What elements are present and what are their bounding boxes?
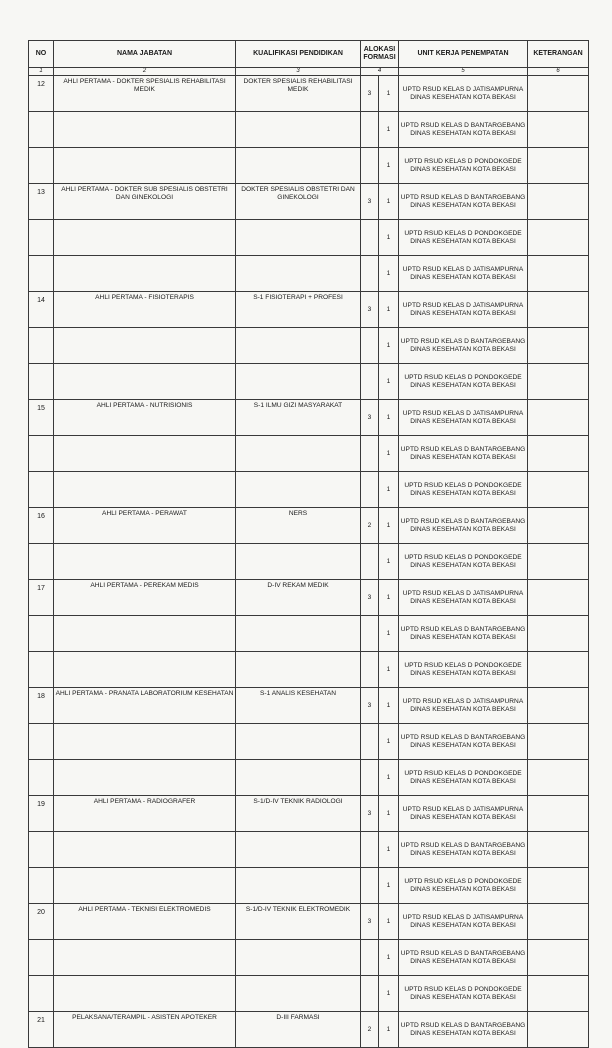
nama-jabatan-cell: AHLI PERTAMA - DOKTER SPESIALIS REHABILITASI MEDIK	[54, 76, 236, 112]
row-number	[29, 220, 54, 256]
unit-kerja-cell: UPTD RSUD KELAS D BANTARGEBANG DINAS KESEHATAN KOTA BEKASI	[399, 832, 528, 868]
keterangan-cell	[528, 76, 589, 112]
alokasi-unit-cell: 1	[379, 940, 399, 976]
nama-jabatan-cell	[54, 616, 236, 652]
keterangan-cell	[528, 292, 589, 328]
kualifikasi-cell: DOKTER SPESIALIS OBSTETRI DAN GINEKOLOGI	[236, 184, 361, 220]
nama-jabatan-cell	[54, 436, 236, 472]
table-header-row	[29, 41, 589, 68]
column-index: 3	[236, 68, 361, 76]
row-number	[29, 256, 54, 292]
alokasi-unit-cell: 1	[379, 184, 399, 220]
table-row	[29, 724, 589, 760]
nama-jabatan-cell: AHLI PERTAMA - RADIOGRAFER	[54, 796, 236, 832]
alokasi-unit-cell: 1	[379, 1012, 399, 1048]
row-number: 12	[29, 76, 54, 112]
nama-jabatan-cell: AHLI PERTAMA - PERAWAT	[54, 508, 236, 544]
row-number	[29, 148, 54, 184]
unit-kerja-cell: UPTD RSUD KELAS D JATISAMPURNA DINAS KESEHATAN KOTA BEKASI	[399, 796, 528, 832]
unit-kerja-cell: UPTD RSUD KELAS D PONDOKGEDE DINAS KESEHATAN KOTA BEKASI	[399, 364, 528, 400]
table-row	[29, 652, 589, 688]
table-row	[29, 400, 589, 436]
keterangan-cell	[528, 724, 589, 760]
column-index: 2	[54, 68, 236, 76]
kualifikasi-cell	[236, 940, 361, 976]
table-row	[29, 940, 589, 976]
column-index: 1	[29, 68, 54, 76]
header-nama-jabatan: NAMA JABATAN	[54, 41, 236, 68]
table-row	[29, 472, 589, 508]
kualifikasi-cell	[236, 220, 361, 256]
nama-jabatan-cell: PELAKSANA/TERAMPIL - ASISTEN APOTEKER	[54, 1012, 236, 1048]
keterangan-cell	[528, 508, 589, 544]
unit-kerja-cell: UPTD RSUD KELAS D BANTARGEBANG DINAS KESEHATAN KOTA BEKASI	[399, 112, 528, 148]
row-number	[29, 112, 54, 148]
nama-jabatan-cell	[54, 148, 236, 184]
table-row	[29, 796, 589, 832]
alokasi-unit-cell: 1	[379, 472, 399, 508]
unit-kerja-cell: UPTD RSUD KELAS D BANTARGEBANG DINAS KESEHATAN KOTA BEKASI	[399, 436, 528, 472]
alokasi-unit-cell: 1	[379, 364, 399, 400]
table-row	[29, 148, 589, 184]
keterangan-cell	[528, 976, 589, 1012]
nama-jabatan-cell	[54, 976, 236, 1012]
nama-jabatan-cell: AHLI PERTAMA - PEREKAM MEDIS	[54, 580, 236, 616]
alokasi-unit-cell: 1	[379, 112, 399, 148]
table-row	[29, 112, 589, 148]
unit-kerja-cell: UPTD RSUD KELAS D JATISAMPURNA DINAS KESEHATAN KOTA BEKASI	[399, 256, 528, 292]
nama-jabatan-cell	[54, 652, 236, 688]
kualifikasi-cell	[236, 472, 361, 508]
alokasi-unit-cell: 1	[379, 328, 399, 364]
alokasi-total-cell	[361, 940, 379, 976]
keterangan-cell	[528, 544, 589, 580]
alokasi-total-cell	[361, 220, 379, 256]
unit-kerja-cell: UPTD RSUD KELAS D BANTARGEBANG DINAS KESEHATAN KOTA BEKASI	[399, 328, 528, 364]
table-row	[29, 760, 589, 796]
alokasi-total-cell: 3	[361, 184, 379, 220]
table-row	[29, 292, 589, 328]
row-number	[29, 940, 54, 976]
nama-jabatan-cell	[54, 328, 236, 364]
kualifikasi-cell	[236, 256, 361, 292]
row-number: 17	[29, 580, 54, 616]
kualifikasi-cell	[236, 328, 361, 364]
row-number	[29, 436, 54, 472]
table-row	[29, 544, 589, 580]
header-kualifikasi: KUALIFIKASI PENDIDIKAN	[236, 41, 361, 68]
row-number: 16	[29, 508, 54, 544]
unit-kerja-cell: UPTD RSUD KELAS D PONDOKGEDE DINAS KESEHATAN KOTA BEKASI	[399, 652, 528, 688]
table-row	[29, 76, 589, 112]
kualifikasi-cell	[236, 760, 361, 796]
unit-kerja-cell: UPTD RSUD KELAS D BANTARGEBANG DINAS KESEHATAN KOTA BEKASI	[399, 184, 528, 220]
alokasi-unit-cell: 1	[379, 832, 399, 868]
row-number	[29, 472, 54, 508]
unit-kerja-cell: UPTD RSUD KELAS D JATISAMPURNA DINAS KESEHATAN KOTA BEKASI	[399, 292, 528, 328]
alokasi-total-cell	[361, 112, 379, 148]
table-row	[29, 1012, 589, 1048]
row-number: 20	[29, 904, 54, 940]
table-row	[29, 976, 589, 1012]
kualifikasi-cell: S-1/D-IV TEKNIK RADIOLOGI	[236, 796, 361, 832]
nama-jabatan-cell	[54, 940, 236, 976]
table-row	[29, 220, 589, 256]
alokasi-unit-cell: 1	[379, 76, 399, 112]
alokasi-total-cell: 3	[361, 400, 379, 436]
header-no: NO	[29, 41, 54, 68]
unit-kerja-cell: UPTD RSUD KELAS D PONDOKGEDE DINAS KESEHATAN KOTA BEKASI	[399, 148, 528, 184]
nama-jabatan-cell	[54, 364, 236, 400]
alokasi-unit-cell: 1	[379, 436, 399, 472]
alokasi-unit-cell: 1	[379, 760, 399, 796]
alokasi-total-cell: 3	[361, 796, 379, 832]
table-row	[29, 328, 589, 364]
row-number	[29, 652, 54, 688]
alokasi-total-cell: 3	[361, 688, 379, 724]
row-number: 19	[29, 796, 54, 832]
kualifikasi-cell	[236, 436, 361, 472]
alokasi-unit-cell: 1	[379, 148, 399, 184]
unit-kerja-cell: UPTD RSUD KELAS D BANTARGEBANG DINAS KESEHATAN KOTA BEKASI	[399, 724, 528, 760]
nama-jabatan-cell	[54, 832, 236, 868]
nama-jabatan-cell: AHLI PERTAMA - NUTRISIONIS	[54, 400, 236, 436]
kualifikasi-cell	[236, 112, 361, 148]
alokasi-total-cell	[361, 760, 379, 796]
keterangan-cell	[528, 688, 589, 724]
kualifikasi-cell: DOKTER SPESIALIS REHABILITASI MEDIK	[236, 76, 361, 112]
unit-kerja-cell: UPTD RSUD KELAS D BANTARGEBANG DINAS KESEHATAN KOTA BEKASI	[399, 616, 528, 652]
nama-jabatan-cell	[54, 472, 236, 508]
keterangan-cell	[528, 364, 589, 400]
alokasi-unit-cell: 1	[379, 796, 399, 832]
unit-kerja-cell: UPTD RSUD KELAS D PONDOKGEDE DINAS KESEHATAN KOTA BEKASI	[399, 760, 528, 796]
nama-jabatan-cell	[54, 220, 236, 256]
table-row	[29, 436, 589, 472]
unit-kerja-cell: UPTD RSUD KELAS D BANTARGEBANG DINAS KESEHATAN KOTA BEKASI	[399, 508, 528, 544]
unit-kerja-cell: UPTD RSUD KELAS D JATISAMPURNA DINAS KESEHATAN KOTA BEKASI	[399, 904, 528, 940]
alokasi-unit-cell: 1	[379, 724, 399, 760]
kualifikasi-cell: D-III FARMASI	[236, 1012, 361, 1048]
kualifikasi-cell: NERS	[236, 508, 361, 544]
nama-jabatan-cell	[54, 760, 236, 796]
alokasi-unit-cell: 1	[379, 652, 399, 688]
row-number	[29, 976, 54, 1012]
nama-jabatan-cell: AHLI PERTAMA - DOKTER SUB SPESIALIS OBSTETRI DAN GINEKOLOGI	[54, 184, 236, 220]
unit-kerja-cell: UPTD RSUD KELAS D JATISAMPURNA DINAS KESEHATAN KOTA BEKASI	[399, 580, 528, 616]
row-number	[29, 832, 54, 868]
keterangan-cell	[528, 580, 589, 616]
alokasi-total-cell: 3	[361, 904, 379, 940]
document-page	[28, 40, 588, 1048]
kualifikasi-cell	[236, 832, 361, 868]
alokasi-total-cell	[361, 436, 379, 472]
alokasi-total-cell: 3	[361, 76, 379, 112]
header-alokasi: ALOKASI FORMASI	[361, 41, 399, 68]
alokasi-total-cell	[361, 472, 379, 508]
nama-jabatan-cell: AHLI PERTAMA - TEKNISI ELEKTROMEDIS	[54, 904, 236, 940]
keterangan-cell	[528, 868, 589, 904]
alokasi-total-cell	[361, 616, 379, 652]
keterangan-cell	[528, 220, 589, 256]
kualifikasi-cell	[236, 724, 361, 760]
formation-table	[28, 40, 589, 1048]
row-number	[29, 616, 54, 652]
alokasi-total-cell	[361, 868, 379, 904]
row-number	[29, 364, 54, 400]
keterangan-cell	[528, 256, 589, 292]
keterangan-cell	[528, 616, 589, 652]
row-number: 21	[29, 1012, 54, 1048]
alokasi-unit-cell: 1	[379, 616, 399, 652]
keterangan-cell	[528, 400, 589, 436]
keterangan-cell	[528, 652, 589, 688]
keterangan-cell	[528, 472, 589, 508]
unit-kerja-cell: UPTD RSUD KELAS D JATISAMPURNA DINAS KESEHATAN KOTA BEKASI	[399, 400, 528, 436]
keterangan-cell	[528, 904, 589, 940]
keterangan-cell	[528, 1012, 589, 1048]
alokasi-unit-cell: 1	[379, 688, 399, 724]
table-row	[29, 832, 589, 868]
keterangan-cell	[528, 148, 589, 184]
keterangan-cell	[528, 112, 589, 148]
column-index: 4	[361, 68, 399, 76]
row-number: 18	[29, 688, 54, 724]
row-number	[29, 760, 54, 796]
table-row	[29, 508, 589, 544]
kualifikasi-cell	[236, 544, 361, 580]
unit-kerja-cell: UPTD RSUD KELAS D BANTARGEBANG DINAS KESEHATAN KOTA BEKASI	[399, 940, 528, 976]
alokasi-unit-cell: 1	[379, 904, 399, 940]
alokasi-unit-cell: 1	[379, 544, 399, 580]
kualifikasi-cell: D-IV REKAM MEDIK	[236, 580, 361, 616]
row-number	[29, 328, 54, 364]
kualifikasi-cell	[236, 364, 361, 400]
column-index: 6	[528, 68, 589, 76]
alokasi-unit-cell: 1	[379, 580, 399, 616]
table-row	[29, 256, 589, 292]
keterangan-cell	[528, 796, 589, 832]
alokasi-total-cell	[361, 148, 379, 184]
alokasi-unit-cell: 1	[379, 508, 399, 544]
kualifikasi-cell	[236, 616, 361, 652]
row-number: 13	[29, 184, 54, 220]
table-row	[29, 364, 589, 400]
keterangan-cell	[528, 184, 589, 220]
alokasi-unit-cell: 1	[379, 256, 399, 292]
row-number	[29, 724, 54, 760]
nama-jabatan-cell	[54, 256, 236, 292]
alokasi-total-cell: 3	[361, 580, 379, 616]
kualifikasi-cell	[236, 652, 361, 688]
alokasi-total-cell	[361, 364, 379, 400]
unit-kerja-cell: UPTD RSUD KELAS D JATISAMPURNA DINAS KESEHATAN KOTA BEKASI	[399, 76, 528, 112]
unit-kerja-cell: UPTD RSUD KELAS D BANTARGEBANG DINAS KESEHATAN KOTA BEKASI	[399, 1012, 528, 1048]
alokasi-total-cell	[361, 724, 379, 760]
unit-kerja-cell: UPTD RSUD KELAS D PONDOKGEDE DINAS KESEHATAN KOTA BEKASI	[399, 220, 528, 256]
table-row	[29, 688, 589, 724]
alokasi-total-cell	[361, 328, 379, 364]
alokasi-total-cell: 2	[361, 508, 379, 544]
column-index-row	[29, 68, 589, 76]
alokasi-total-cell	[361, 652, 379, 688]
keterangan-cell	[528, 436, 589, 472]
kualifikasi-cell: S-1 ILMU GIZI MASYARAKAT	[236, 400, 361, 436]
table-row	[29, 904, 589, 940]
kualifikasi-cell	[236, 148, 361, 184]
unit-kerja-cell: UPTD RSUD KELAS D PONDOKGEDE DINAS KESEHATAN KOTA BEKASI	[399, 976, 528, 1012]
kualifikasi-cell	[236, 976, 361, 1012]
alokasi-total-cell	[361, 544, 379, 580]
kualifikasi-cell: S-1 ANALIS KESEHATAN	[236, 688, 361, 724]
kualifikasi-cell: S-1 FISIOTERAPI + PROFESI	[236, 292, 361, 328]
header-keterangan: KETERANGAN	[528, 41, 589, 68]
alokasi-total-cell	[361, 256, 379, 292]
nama-jabatan-cell	[54, 868, 236, 904]
nama-jabatan-cell	[54, 112, 236, 148]
column-index: 5	[399, 68, 528, 76]
alokasi-total-cell: 2	[361, 1012, 379, 1048]
table-row	[29, 580, 589, 616]
nama-jabatan-cell: AHLI PERTAMA - FISIOTERAPIS	[54, 292, 236, 328]
nama-jabatan-cell	[54, 544, 236, 580]
alokasi-unit-cell: 1	[379, 292, 399, 328]
header-unit-kerja: UNIT KERJA PENEMPATAN	[399, 41, 528, 68]
row-number: 14	[29, 292, 54, 328]
alokasi-unit-cell: 1	[379, 868, 399, 904]
table-row	[29, 184, 589, 220]
alokasi-unit-cell: 1	[379, 976, 399, 1012]
kualifikasi-cell: S-1/D-IV TEKNIK ELEKTROMEDIK	[236, 904, 361, 940]
keterangan-cell	[528, 940, 589, 976]
unit-kerja-cell: UPTD RSUD KELAS D PONDOKGEDE DINAS KESEHATAN KOTA BEKASI	[399, 472, 528, 508]
nama-jabatan-cell	[54, 724, 236, 760]
keterangan-cell	[528, 760, 589, 796]
keterangan-cell	[528, 328, 589, 364]
alokasi-unit-cell: 1	[379, 400, 399, 436]
row-number	[29, 544, 54, 580]
alokasi-total-cell: 3	[361, 292, 379, 328]
unit-kerja-cell: UPTD RSUD KELAS D PONDOKGEDE DINAS KESEHATAN KOTA BEKASI	[399, 544, 528, 580]
unit-kerja-cell: UPTD RSUD KELAS D PONDOKGEDE DINAS KESEHATAN KOTA BEKASI	[399, 868, 528, 904]
table-body	[29, 76, 589, 1048]
kualifikasi-cell	[236, 868, 361, 904]
unit-kerja-cell: UPTD RSUD KELAS D JATISAMPURNA DINAS KESEHATAN KOTA BEKASI	[399, 688, 528, 724]
alokasi-unit-cell: 1	[379, 220, 399, 256]
alokasi-total-cell	[361, 976, 379, 1012]
table-row	[29, 868, 589, 904]
row-number: 15	[29, 400, 54, 436]
keterangan-cell	[528, 832, 589, 868]
nama-jabatan-cell: AHLI PERTAMA - PRANATA LABORATORIUM KESEHATAN	[54, 688, 236, 724]
row-number	[29, 868, 54, 904]
alokasi-total-cell	[361, 832, 379, 868]
table-row	[29, 616, 589, 652]
